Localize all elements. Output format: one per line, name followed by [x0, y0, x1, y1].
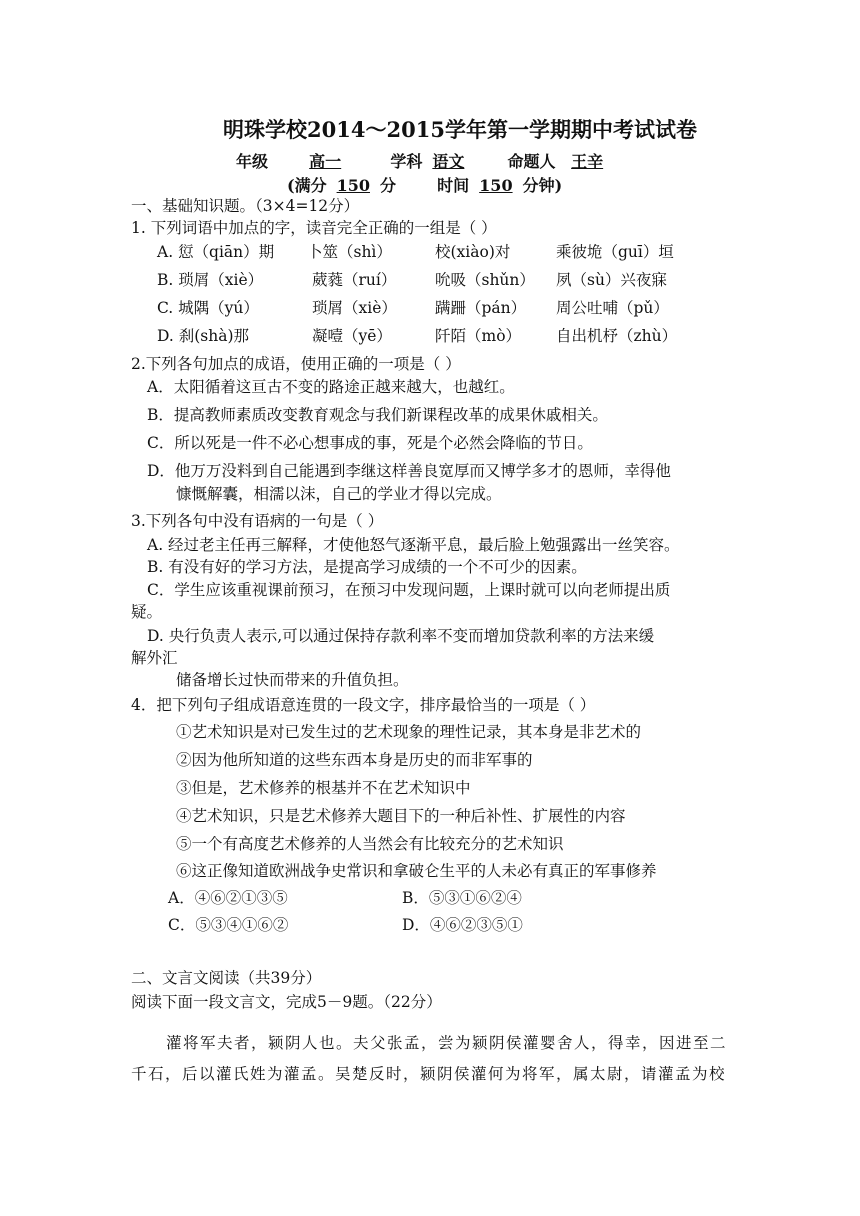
- page-title: 明珠学校2014～2015学年第一学期期中考试试卷: [223, 117, 697, 142]
- q1-a-3: 校(xiào)对: [435, 243, 511, 261]
- q2-option-b: B．提高教师素质改变教育观念与我们新课程改革的成果休戚相关。: [147, 406, 608, 424]
- q4-option-b: B．⑤③①⑥②④: [402, 889, 522, 907]
- q4-item-2: ②因为他所知道的这些东西本身是历史的而非军事的: [176, 751, 533, 769]
- q2-option-d-line2: 慷慨解囊，相濡以沫，自己的学业才得以完成。: [176, 485, 502, 503]
- section2-intro: 阅读下面一段文言文，完成5－9题。（22分）: [131, 993, 442, 1011]
- q4-option-d: D．④⑥②③⑤①: [402, 916, 523, 934]
- q4-item-5: ⑤一个有高度艺术修养的人当然会有比较充分的艺术知识: [176, 835, 564, 853]
- q1-c-2: 琐屑（xiè）: [312, 299, 397, 317]
- section2-heading: 二、文言文阅读（共39分）: [131, 969, 322, 987]
- q1-b-2: 葳蕤（ruí）: [312, 271, 397, 289]
- q2-option-d-line1: D．他万万没料到自己能遇到李继这样善良宽厚而又博学多才的恩师，幸得他: [147, 462, 671, 480]
- q4-stem: 4．把下列句子组成语意连贯的一段文字，排序最恰当的一项是（ ）: [131, 696, 596, 714]
- q1-b-4: 夙（sù）兴夜寐: [556, 271, 667, 289]
- q1-stem: 1. 下列词语中加点的字，读音完全正确的一组是（ ）: [131, 219, 497, 237]
- exam-meta-row: [236, 152, 613, 172]
- q1-a-2: 卜筮（shì）: [307, 243, 392, 261]
- q1-c-3: 蹒跚（pán）: [435, 299, 527, 317]
- score-value: 150: [336, 176, 370, 195]
- time-label: 时间: [437, 176, 470, 195]
- q3-option-b: B. 有没有好的学习方法，是提高学习成绩的一个不可少的因素。: [147, 558, 587, 576]
- q1-d-2: 凝噎（yē）: [312, 327, 392, 345]
- passage-line-1: 灌将军夫者，颍阴人也。夫父张孟，尝为颍阴侯灌婴舍人，得幸，因进至二: [166, 1034, 728, 1052]
- q4-item-1: ①艺术知识是对已发生过的艺术现象的理性记录，其本身是非艺术的: [176, 723, 642, 741]
- q1-a-1: A. 愆（qiān）期: [157, 243, 275, 261]
- q2-option-c: C．所以死是一件不必心想事成的事，死是个必然会降临的节日。: [147, 434, 593, 452]
- q3-option-d-line2: 解外汇: [131, 649, 178, 667]
- q3-stem: 3.下列各句中没有语病的一句是（ ）: [131, 512, 384, 530]
- q3-option-a: A. 经过老主任再三解释，才使他怒气逐渐平息，最后脸上勉强露出一丝笑容。: [147, 536, 680, 554]
- author-value: 王辛: [571, 152, 604, 171]
- subject-label: 学科: [390, 152, 423, 171]
- q4-item-6: ⑥这正像知道欧洲战争史常识和拿破仑生平的人未必有真正的军事修养: [176, 862, 657, 880]
- q1-c-4: 周公吐哺（pǔ）: [556, 299, 669, 317]
- time-unit: 分钟): [522, 176, 563, 195]
- section1-heading: 一、基础知识题。（3×4=12分）: [131, 197, 360, 215]
- q3-option-d-line1: D. 央行负责人表示,可以通过保持存款利率不变而增加贷款利率的方法来缓: [147, 627, 655, 645]
- grade-label: 年级: [236, 152, 269, 171]
- q2-stem: 2.下列各句加点的成语，使用正确的一项是（ ）: [131, 355, 461, 373]
- q1-d-4: 自出机杼（zhù）: [556, 327, 678, 345]
- q4-item-3: ③但是，艺术修养的根基并不在艺术知识中: [176, 779, 471, 797]
- score-unit: 分: [379, 176, 396, 195]
- q3-option-c-line2: 疑。: [131, 603, 163, 621]
- subject-value: 语文: [432, 152, 465, 171]
- q4-option-a: A．④⑥②①③⑤: [168, 889, 288, 907]
- exam-score-row: [287, 176, 562, 196]
- q4-option-c: C．⑤③④①⑥②: [168, 916, 289, 934]
- passage-line-2: 千石，后以灌氏姓为灌孟。吴楚反时，颍阴侯灌何为将军，属太尉，请灌孟为校: [131, 1065, 727, 1083]
- time-value: 150: [479, 176, 513, 195]
- q4-item-4: ④艺术知识，只是艺术修养大题目下的一种后补性、扩展性的内容: [176, 807, 626, 825]
- q1-b-3: 吮吸（shǔn）: [435, 271, 535, 289]
- q1-d-1: D. 刹(shà)那: [157, 327, 250, 345]
- q1-b-1: B. 琐屑（xiè）: [157, 271, 264, 289]
- q3-option-c-line1: C．学生应该重视课前预习，在预习中发现问题，上课时就可以向老师提出质: [147, 581, 671, 599]
- q3-option-d-line3: 储备增长过快而带来的升值负担。: [176, 671, 409, 689]
- q1-c-1: C. 城隅（yú）: [157, 299, 259, 317]
- q2-option-a: A．太阳循着这亘古不变的路途正越来越大，也越红。: [147, 378, 515, 396]
- author-label: 命题人: [507, 152, 556, 171]
- q1-a-4: 乘彼垝（guī）垣: [556, 243, 674, 261]
- q1-d-3: 阡陌（mò）: [435, 327, 522, 345]
- score-prefix: (满分: [287, 176, 327, 195]
- grade-value: 高一: [309, 152, 342, 171]
